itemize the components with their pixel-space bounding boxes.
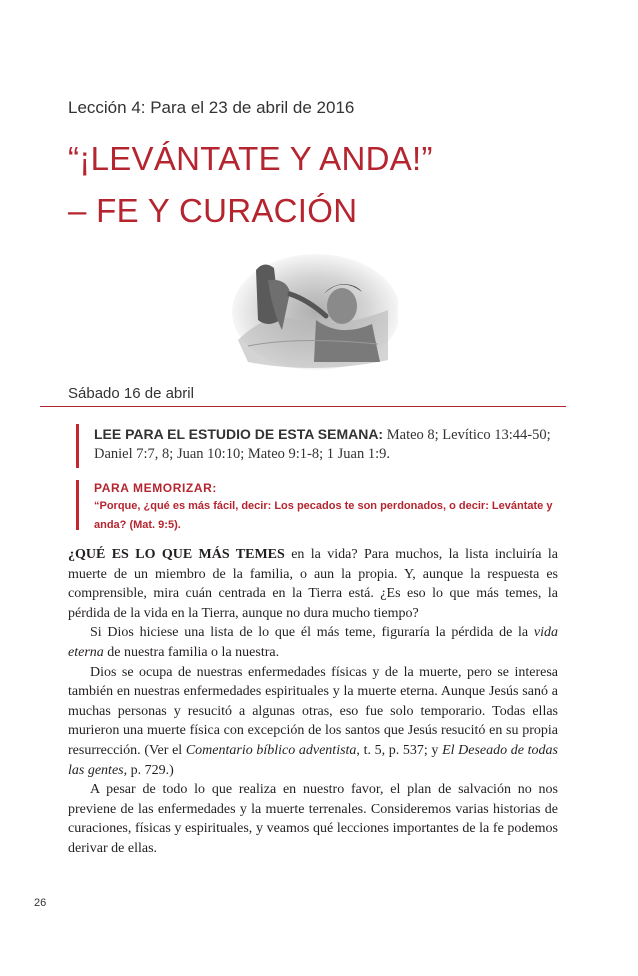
memory-accent-bar [76,480,79,530]
paragraph-text: , p. 729.) [123,762,174,778]
body-paragraph-3 [68,663,558,781]
healing-illustration [228,250,398,380]
paragraph-lead: ¿QUÉ ES LO QUE MÁS TEMES [68,547,285,562]
emphasis-text: vida eterna [68,625,558,660]
body-paragraph-1 [68,545,558,623]
body-paragraph-2 [68,623,558,662]
weekly-reading-label: LEE PARA EL ESTUDIO DE ESTA SEMANA: [94,426,384,442]
lesson-title-line-1: “¡LEVÁNTATE Y ANDA!” [68,140,433,177]
section-divider [40,406,566,407]
paragraph-text: , t. 5, p. 537; y [356,742,443,758]
memory-verse-text: “Porque, ¿qué es más fácil, decir: Los pecados te son perdonados, o decir: Levántate y anda? (Mat. 9:5). [94,500,553,531]
lesson-body [68,545,558,859]
lesson-heading: Lección 4: Para el 23 de abril de 2016 [68,98,355,117]
lee-accent-bar [76,424,79,468]
memory-verse-label: PARA MEMORIZAR: [94,481,217,495]
weekly-reading [94,425,564,464]
page-number: 26 [34,897,47,909]
weekly-reading-text: Mateo 8; Levítico 13:44-50; Daniel 7:7, 8; Juan 10:10; Mateo 9:1-8; 1 Juan 1:9. [94,427,551,462]
day-label: Sábado 16 de abril [68,385,194,402]
paragraph-text: Dios se ocupa de nuestras enfermedades físicas y de la muerte, pero se interesa también en nuestras enfermedades espirituales y la muerte eterna. Aunque Jesús sanó a muchas personas y resucitó a algunas otras, eso fue solo temporario. Todas ellas murieron una muerte física con excepción de los santos que Jesús resucitó en su propia resurrección. (Ver el [68,664,558,758]
book-title: El Deseado de todas las gentes [68,742,558,778]
lesson-title-line-2: – FE Y CURACIÓN [68,192,358,229]
paragraph-text: en la vida? Para muchos, la lista incluiría la muerte de un miembro de la familia, o aun la propia. Y, aunque la respuesta es comprensible, mira cuán centrada en la Tierra está. ¿Es eso lo que más temes, la pérdida de la vida en la Tierra, aunque no dura mucho tiempo? [68,547,558,621]
paragraph-text: Si Dios hiciese una lista de lo que él más teme, figuraría la pérdida de la [90,625,534,641]
body-paragraph-4: A pesar de todo lo que realiza en nuestro favor, el plan de salvación no nos previene de las enfermedades y la muerte terrenales. Consideremos varias historias de curaciones, físicas y espirituales, y veamos qué lecciones importantes de la fe podemos derivar de ellas. [68,782,558,856]
book-title: Comentario bíblico adventista [185,742,357,758]
paragraph-text: de nuestra familia o la nuestra. [103,644,280,660]
